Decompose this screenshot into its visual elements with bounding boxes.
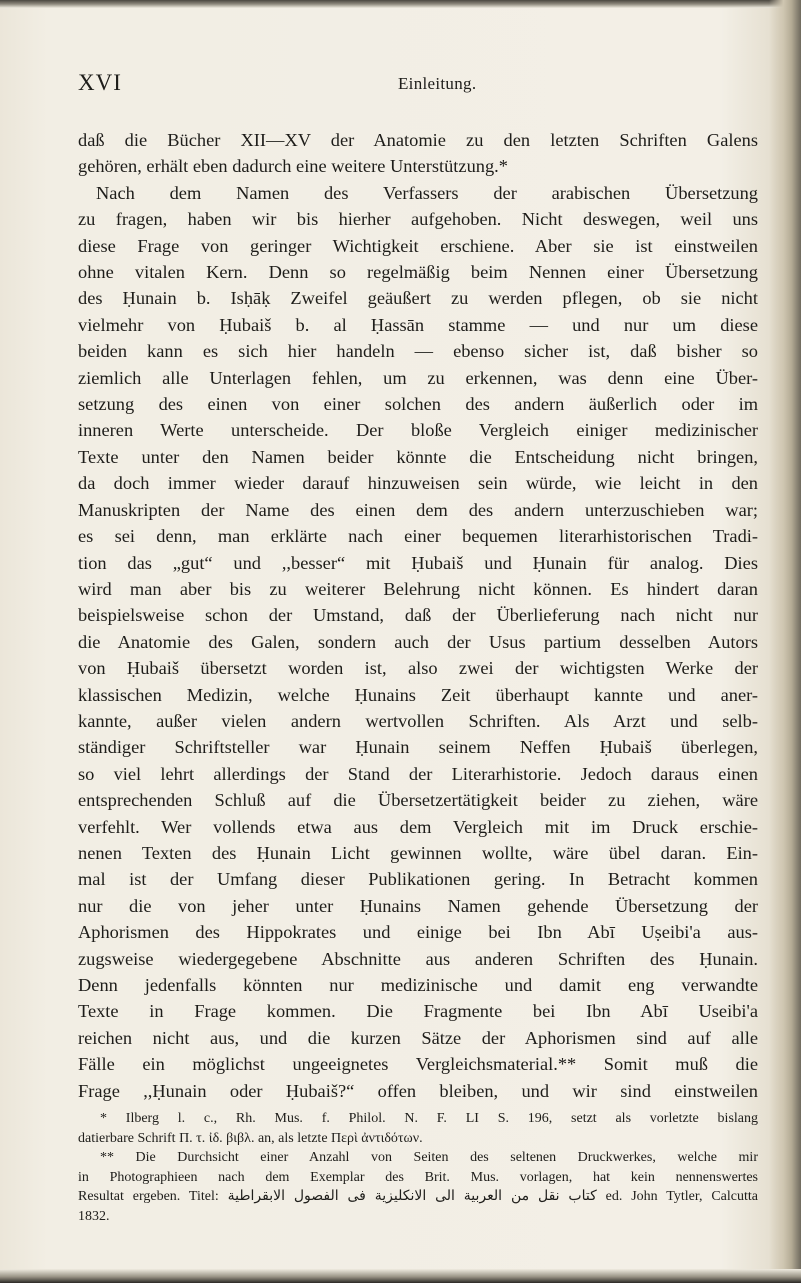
text-line: so viel lehrt allerdings der Stand der Literarhistorie. Jedoch daraus einen: [78, 763, 758, 784]
text-line: nenen Texten des Ḥunain Licht gewinnen wollte, wäre übel daran. Ein-: [78, 842, 758, 863]
text-line: kannte, außer vielen andern wertvollen Schriften. Als Arzt und selb-: [78, 710, 758, 731]
text-line: diese Frage von geringer Wichtigkeit erschiene. Aber sie ist einstweilen: [78, 235, 758, 256]
footnote-line: ** Die Durchsicht einer Anzahl von Seiten des seltenen Druckwerkes, welche mir: [100, 1150, 758, 1165]
text-line: Denn jedenfalls könnten nur medizinische und damit eng verwandte: [78, 975, 758, 995]
text-line: da doch immer wieder darauf hinzuweisen sein würde, wie leicht in den: [78, 473, 758, 494]
text-line: vielmehr von Ḥubaiš b. al Ḥassān stamme — und nur um diese: [78, 314, 758, 335]
page-edge-shadow: [769, 0, 801, 1283]
text-line: klassischen Medizin, welche Ḥunains Zeit überhaupt kannte und aner-: [78, 684, 758, 705]
footnote-line: in Photographieen nach dem Exemplar des Brit. Mus. vorlagen, hat kein nennenswertes: [78, 1169, 758, 1185]
text-line: zu fragen, haben wir bis hierher aufgehoben. Nicht deswegen, weil uns: [78, 209, 758, 230]
page-number: XVI: [78, 70, 122, 95]
text-line: nur die von jeher unter Ḥunains Namen gehende Übersetzung der: [78, 895, 758, 916]
text-line: ständiger Schriftsteller war Ḥunain seinem Neffen Ḥubaiš überlegen,: [78, 737, 758, 758]
bottom-edge-shadow: [0, 1269, 801, 1283]
text-line: beispielsweise schon der Umstand, daß der Überlieferung nach nicht nur: [78, 605, 758, 626]
footnote-line: datierbare Schrift Π. τ. ἰδ. βιβλ. an, als letzte Περὶ ἀντιδότων.: [78, 1130, 423, 1146]
footnote-line: Resultat ergeben. Titel: كتاب نقل من العربية الى الانكليزية فى الفصول الابقراطية ed. John Tytler, Calcutta: [78, 1189, 758, 1204]
text-line: gehören, erhält eben dadurch eine weitere Unterstützung.*: [78, 156, 508, 177]
footnote-line: 1832.: [78, 1208, 110, 1224]
text-line: Manuskripten der Name des einen dem des andern unterzuschieben war;: [78, 499, 758, 520]
text-line: beiden kann es sich hier handeln — ebenso sicher ist, daß bisher so: [78, 341, 758, 362]
footnotes: [78, 1109, 758, 1226]
text-line: verfehlt. Wer vollends etwa aus dem Vergleich mit im Druck erschie-: [78, 816, 758, 837]
text-line: Frage ,,Ḥunain oder Ḥubaiš?“ offen bleiben, und wir sind einstweilen: [78, 1080, 758, 1101]
text-line: mal ist der Umfang dieser Publikationen gering. In Betracht kommen: [78, 869, 758, 890]
text-line: des Ḥunain b. Isḥāḳ Zweifel geäußert zu werden pflegen, ob sie nicht: [78, 288, 758, 309]
text-line: setzung des einen von einer solchen des andern äußerlich oder im: [78, 394, 758, 415]
text-line: es sei denn, man erklärte nach einer bequemen literarhistorischen Tradi-: [78, 526, 758, 547]
footnote-line: * Ilberg l. c., Rh. Mus. f. Philol. N. F. LI S. 196, setzt als vorletzte bislang: [100, 1111, 758, 1126]
text-line: ohne vitalen Kern. Denn so regelmäßig beim Nennen einer Übersetzung: [78, 262, 758, 283]
text-line: entsprechenden Schluß auf die Übersetzertätigkeit beider zu ziehen, wäre: [78, 790, 758, 811]
running-head: Einleitung.: [398, 74, 477, 93]
text-line: ziemlich alle Unterlagen fehlen, um zu erkennen, was denn eine Über-: [78, 367, 758, 388]
text-line: wird man aber bis zu weiterer Belehrung nicht können. Es hindert daran: [78, 578, 758, 599]
text-line: Fälle ein möglichst ungeeignetes Vergleichsmaterial.** Somit muß die: [78, 1054, 758, 1075]
page-header: [0, 70, 801, 100]
text-line: Nach dem Namen des Verfassers der arabischen Übersetzung: [96, 182, 758, 203]
text-line: Aphorismen des Hippokrates und einige bei Ibn Abī Uṣeibi'a aus-: [78, 922, 758, 943]
top-edge-shadow: [0, 0, 801, 8]
text-line: tion das „gut“ und ,,besser“ mit Ḥubaiš und Ḥunain für analog. Dies: [78, 552, 758, 573]
text-line: daß die Bücher XII—XV der Anatomie zu den letzten Schriften Galens: [78, 130, 758, 150]
main-text: [78, 127, 758, 1104]
text-line: die Anatomie des Galen, sondern auch der Usus partium desselben Autors: [78, 631, 758, 652]
text-line: Texte unter den Namen beider könnte die Entscheidung nicht bringen,: [78, 446, 758, 467]
text-line: inneren Werte unterscheide. Der bloße Vergleich einiger medizinischer: [78, 420, 758, 441]
text-line: von Ḥubaiš übersetzt worden ist, also zwei der wichtigsten Werke der: [78, 658, 758, 679]
text-line: zugsweise wiedergegebene Abschnitte aus anderen Schriften des Ḥunain.: [78, 948, 758, 969]
text-line: Texte in Frage kommen. Die Fragmente bei Ibn Abī Useibi'a: [78, 1001, 758, 1022]
text-line: reichen nicht aus, und die kurzen Sätze der Aphorismen sind auf alle: [78, 1027, 758, 1048]
